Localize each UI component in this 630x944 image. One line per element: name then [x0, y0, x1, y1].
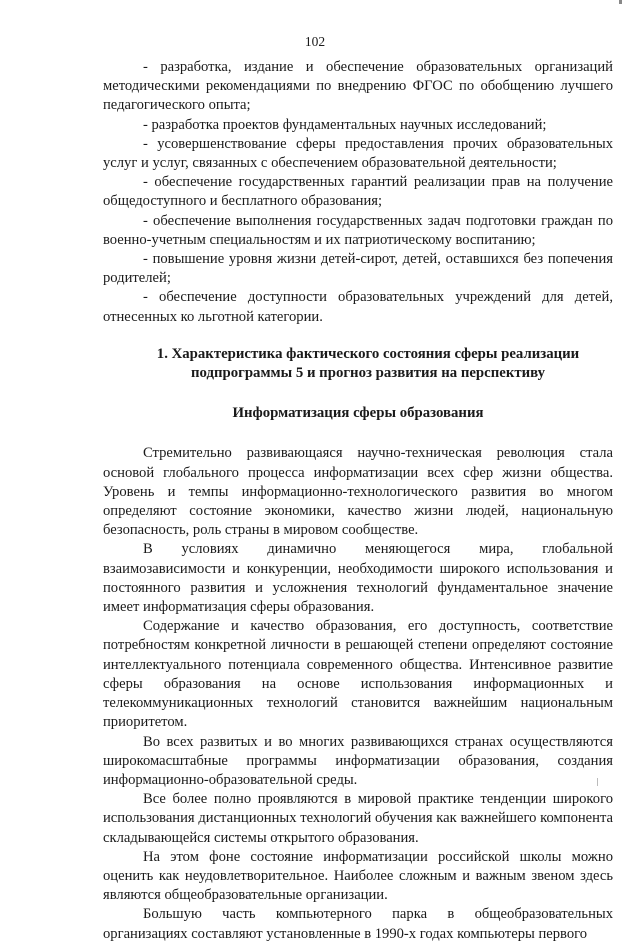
paragraph: На этом фоне состояние информатизации российской школы можно оценить как неудовлетворительное. Наиболее сложным и важным звеном здесь являются общеобразовательные организации.: [103, 848, 613, 904]
list-item: - повышение уровня жизни детей-сирот, детей, оставшихся без попечения родителей;: [103, 251, 613, 287]
section-text: [103, 444, 613, 943]
list-item: - обеспечение государственных гарантий реализации прав на получение общедоступного и бесплатного образования;: [103, 174, 613, 210]
paragraph: Большую часть компьютерного парка в общеобразовательных организациях составляют установленные в 1990-х годах компьютеры первого: [103, 906, 613, 942]
paragraph: Стремительно развивающаяся научно-техническая революция стала основой глобального процесса информатизации всех сфер жизни общества. Уровень и темпы информационно-технологического развития во многом определяют состояние экономики, качество жизни людей, национальную безопасность, роль страны в мировом сообществе.: [103, 445, 613, 539]
list-item: - разработка проектов фундаментальных научных исследований;: [143, 116, 547, 133]
task-list: [103, 58, 613, 327]
scan-edge-mark: [619, 0, 622, 4]
page-body: [103, 58, 613, 944]
list-item: - разработка, издание и обеспечение образовательных организаций методическими рекомендациями по внедрению ФГОС по обобщению лучшего педагогического опыта;: [103, 59, 613, 114]
list-item: - усовершенствование сферы предоставления прочих образовательных услуг и услуг, связанных с обеспечением образовательной деятельности;: [103, 135, 613, 172]
list-item: - обеспечение доступности образовательных учреждений для детей, отнесенных ко льготной категории.: [103, 289, 613, 325]
paragraph: В условиях динамично меняющегося мира, глобальной взаимозависимости и конкуренции, необходимости широкого использования и постоянного развития и усложнения технологий фундаментальное значение имеет информатизация сферы образования.: [103, 541, 613, 616]
list-item: - обеспечение выполнения государственных задач подготовки граждан по военно-учетным специальностям и их патриотическому воспитанию;: [103, 212, 613, 248]
page-number: 102: [304, 34, 326, 49]
section-heading: 1. Характеристика фактического состояния сферы реализации подпрограммы 5 и прогноз развития на перспективу: [156, 345, 580, 382]
paragraph: Содержание и качество образования, его доступность, соответствие потребностям конкретной личности в решающей степени определяют состояние интеллектуального потенциала современного общества. Интенсивное развитие сферы образования на основе использования информационных и телекоммуникационных технологий становится важнейшим национальным приоритетом.: [103, 618, 613, 731]
scan-tick-mark: [597, 778, 598, 786]
paragraph: Все более полно проявляются в мировой практике тенденции широкого использования дистанционных технологий обучения как важнейшего компонента складывающейся системы открытого образования.: [103, 791, 613, 846]
subsection-heading: Информатизация сферы образования: [232, 405, 484, 422]
paragraph: Во всех развитых и во многих развивающихся странах осуществляются широкомасштабные программы информатизации образования, создания информационно-образовательной среды.: [103, 733, 613, 788]
